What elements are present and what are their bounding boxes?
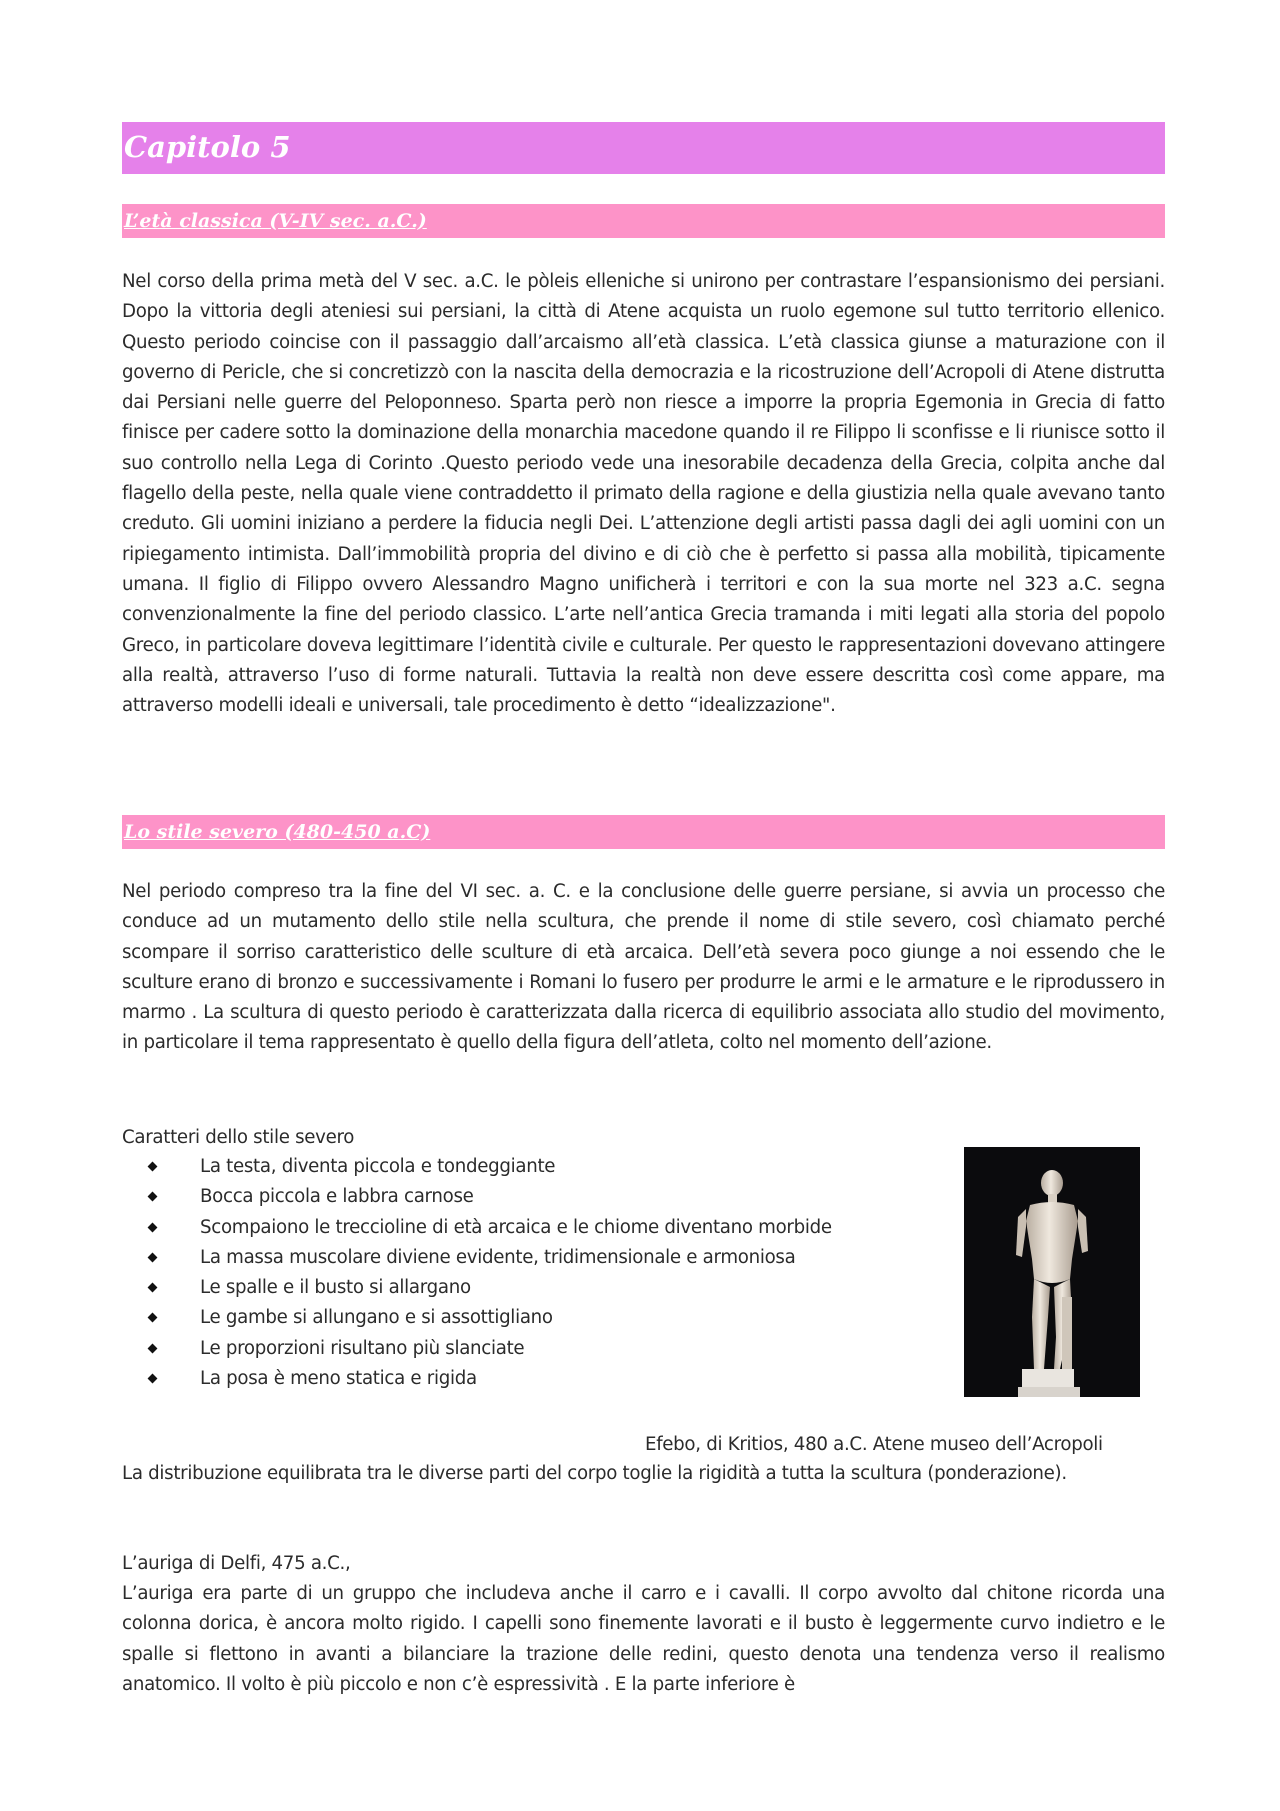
diamond-bullet-icon [148, 1283, 158, 1293]
paragraph-stile-severo: Nel periodo compreso tra la fine del VI sec. a. C. e la conclusione delle guerre persiane, si avvia un processo che conduce ad un mutamento dello stile nella scultura, che prende il nome di stile severo, così chiamato perché scompare il sorriso caratteristico delle sculture di età arcaica. Dell’età severa poco giunge a noi essendo che le sculture erano di bronzo e successivamente i Romani lo fusero per produrre le armi e le armature e le riprodussero in marmo . La scultura di questo periodo è caratterizzata dalla ricerca di equilibrio associata allo studio del movimento, in particolare il tema rappresentato è quello della figura dell’atleta, colto nel momento dell’azione. [122, 881, 1165, 1054]
diamond-bullet-icon [148, 1343, 158, 1353]
characteristics-heading: Caratteri dello stile severo [122, 1127, 355, 1148]
paragraph-ponderazione: La distribuzione equilibrata tra le diverse parti del corpo toglie la rigidità a tutta la scultura (ponderazione). [122, 1463, 1067, 1484]
diamond-bullet-icon [148, 1192, 158, 1202]
statue-image [964, 1147, 1140, 1397]
diamond-bullet-icon [148, 1252, 158, 1262]
image-caption: Efebo, di Kritios, 480 a.C. Atene museo dell’Acropoli [645, 1434, 1103, 1455]
paragraph-eta-classica: Nel corso della prima metà del V sec. a.C. le pòleis elleniche si unirono per contrastare l’espansionismo dei persiani. Dopo la vittoria degli ateniesi sui persiani, la città di Atene acquista un ruolo egemone sul tutto territorio ellenico. Questo periodo coincise con il passaggio dall’arcaismo all’età classica. L’età classica giunse a maturazione con il governo di Pericle, che si concretizzò con la nascita della democrazia e la ricostruzione dell’Acropoli di Atene distrutta dai Persiani nelle guerre del Peloponneso. Sparta però non riesce a imporre la propria Egemonia in Grecia di fatto finisce per cadere sotto la dominazione della monarchia macedone quando il re Filippo li sconfisse e li riunisce sotto il suo controllo nella Lega di Corinto .Questo periodo vede una inesorabile decadenza della Grecia, colpita anche dal flagello della peste, nella quale viene contraddetto il primato della ragione e della giustizia nella quale avevano tanto creduto. Gli uomini iniziano a perdere la fiducia negli Dei. L’attenzione degli artisti passa dagli dei agli uomini con un ripiegamento intimista. Dall’immobilità propria del divino e di ciò che è perfetto si passa alla mobilità, tipicamente umana. Il figlio di Filippo ovvero Alessandro Magno unificherà i territori e con la sua morte nel 323 a.C. segna convenzionalmente la fine del periodo classico. L’arte nell’antica Grecia tramanda i miti legati alla storia del popolo Greco, in particolare doveva legittimare l’identità civile e culturale. Per questo le rappresentazioni dovevano attingere alla realtà, attraverso l’uso di forme naturali. Tuttavia la realtà non deve essere descritta così come appare, ma attraverso modelli ideali e universali, tale procedimento è detto “idealizzazione". [122, 271, 1165, 717]
auriga-heading: L’auriga di Delfi, 475 a.C., [122, 1553, 351, 1574]
section-title-stile-severo: Lo stile severo (480-450 a.C) [124, 821, 431, 843]
characteristics-list [146, 1152, 832, 1394]
list-item: La posa è meno statica e rigida [146, 1364, 832, 1394]
list-item: La massa muscolare diviene evidente, tridimensionale e armoniosa [146, 1243, 832, 1273]
kritios-boy-icon [964, 1147, 1140, 1397]
chapter-title: Capitolo 5 [124, 130, 291, 164]
paragraph-auriga: L’auriga era parte di un gruppo che includeva anche il carro e i cavalli. Il corpo avvolto dal chitone ricorda una colonna dorica, è ancora molto rigido. I capelli sono finemente lavorati e il busto è leggermente curvo indietro e le spalle si flettono in avanti a bilanciare la trazione delle redini, questo denota una tendenza verso il realismo anatomico. Il volto è più piccolo e non c’è espressività . E la parte inferiore è [122, 1583, 1165, 1695]
section-title-eta-classica: L’età classica (V-IV sec. a.C.) [124, 210, 427, 232]
diamond-bullet-icon [148, 1374, 158, 1384]
list-item: Le gambe si allungano e si assottigliano [146, 1303, 832, 1333]
list-item: La testa, diventa piccola e tondeggiante [146, 1152, 832, 1182]
list-item: Le proporzioni risultano più slanciate [146, 1334, 832, 1364]
diamond-bullet-icon [148, 1162, 158, 1172]
list-item: Scompaiono le treccioline di età arcaica e le chiome diventano morbide [146, 1213, 832, 1243]
list-item: Bocca piccola e labbra carnose [146, 1182, 832, 1212]
diamond-bullet-icon [148, 1222, 158, 1232]
list-item: Le spalle e il busto si allargano [146, 1273, 832, 1303]
diamond-bullet-icon [148, 1313, 158, 1323]
